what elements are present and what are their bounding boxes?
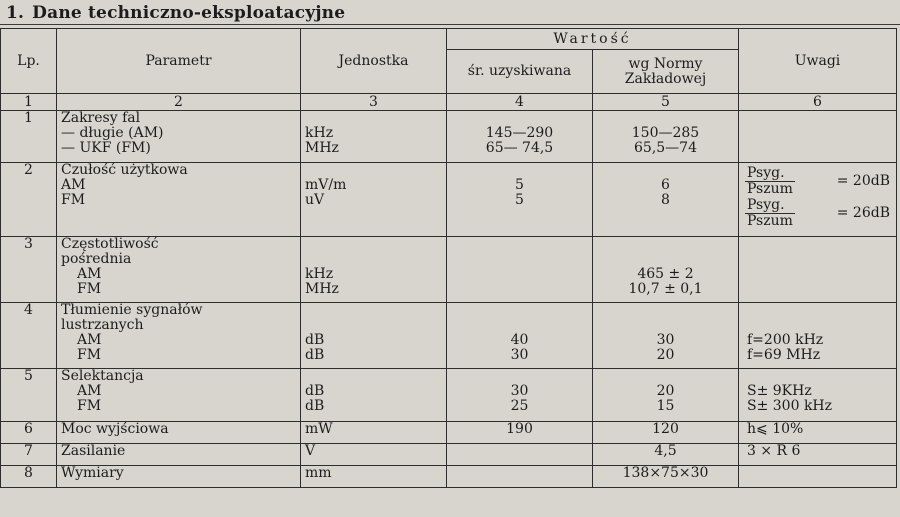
snr-fraction (745, 166, 795, 197)
header-norma-line2: Zakładowej (624, 70, 707, 87)
column-index: 6 (739, 94, 897, 111)
param-line: AM (61, 177, 86, 193)
value-line: 30 (510, 383, 529, 399)
row-norma (593, 237, 739, 303)
column-index: 3 (301, 94, 447, 111)
param-line: Zakresy fal (61, 110, 141, 126)
unit-line: MHz (305, 281, 339, 297)
snr-value: = 26dB (836, 204, 890, 221)
row-unit (301, 369, 447, 422)
row-unit (301, 163, 447, 237)
table-row (1, 444, 897, 466)
row-unit (301, 111, 447, 163)
column-index: 1 (1, 94, 57, 111)
snr-value: = 20dB (836, 172, 890, 189)
heading-rule (0, 24, 900, 25)
row-lp (1, 237, 57, 303)
table-row (1, 303, 897, 369)
value-line: 15 (656, 398, 675, 414)
value-line: 40 (510, 332, 529, 348)
unit-line: dB (305, 347, 325, 363)
header-parametr: Parametr (57, 29, 301, 94)
header-uwagi: Uwagi (739, 29, 897, 94)
snr-fraction (745, 198, 795, 229)
value-line (597, 318, 734, 333)
header-norma (593, 50, 739, 94)
param-line: Selektancja (61, 368, 144, 384)
row-lp: 8 (1, 466, 57, 488)
unit-line: dB (305, 332, 325, 348)
lp-value: 4 (24, 302, 33, 318)
fraction-denominator: Pszum (747, 180, 793, 197)
row-unit (301, 303, 447, 369)
lp-value: 3 (24, 236, 33, 252)
row-param (57, 369, 301, 422)
value-line: 5 (515, 192, 524, 208)
value-line (597, 111, 734, 126)
unit-line (305, 252, 442, 267)
table-row (1, 237, 897, 303)
table-row (1, 422, 897, 444)
note-line: f=200 kHz (747, 332, 824, 348)
row-norma: 120 (593, 422, 739, 444)
row-sr: 190 (447, 422, 593, 444)
value-line: 30 (510, 347, 529, 363)
value-line: 30 (656, 332, 675, 348)
row-param: Zasilanie (57, 444, 301, 466)
fraction-denominator: Pszum (747, 212, 793, 229)
value-line: 25 (510, 398, 529, 414)
param-line: FM (61, 192, 86, 208)
unit-line (305, 237, 442, 252)
value-line (451, 369, 588, 384)
unit-line (305, 318, 442, 333)
table-row (1, 466, 897, 488)
note-line: f=69 MHz (747, 347, 821, 363)
row-norma: 4,5 (593, 444, 739, 466)
value-line: 5 (515, 177, 524, 193)
row-param: Wymiary (57, 466, 301, 488)
row-uwagi: h⩽ 10% (739, 422, 897, 444)
param-line: Czułość użytkowa (61, 162, 188, 178)
header-wartosc: Wartość (447, 29, 739, 50)
row-param (57, 163, 301, 237)
value-line: 20 (656, 383, 675, 399)
row-norma (593, 369, 739, 422)
row-param (57, 111, 301, 163)
column-index-row (1, 94, 897, 111)
row-uwagi (739, 303, 897, 369)
column-index: 5 (593, 94, 739, 111)
value-line: 150—285 (631, 125, 700, 141)
value-line (597, 163, 734, 178)
header-lp: Lp. (1, 29, 57, 94)
row-uwagi (739, 237, 897, 303)
row-uwagi (739, 466, 897, 488)
value-line (451, 318, 588, 333)
value-line (597, 303, 734, 318)
note-line (747, 369, 892, 384)
param-line: lustrzanych (61, 317, 144, 333)
lp-value: 1 (24, 110, 33, 126)
row-sr (447, 303, 593, 369)
param-line: FM (77, 398, 102, 414)
unit-line (305, 303, 442, 318)
row-lp: 7 (1, 444, 57, 466)
param-line: — UKF (FM) (61, 140, 151, 156)
row-unit (301, 237, 447, 303)
row-sr (447, 466, 593, 488)
value-line (451, 111, 588, 126)
row-unit: V (301, 444, 447, 466)
lp-value: 2 (24, 162, 33, 178)
row-norma (593, 111, 739, 163)
row-unit: mm (301, 466, 447, 488)
value-line (597, 252, 734, 267)
note-line (747, 318, 892, 333)
value-line: 20 (656, 347, 675, 363)
header-row (1, 29, 897, 50)
row-uwagi (739, 163, 897, 237)
section-number: 1. (6, 3, 25, 23)
param-line: AM (77, 383, 102, 399)
row-param (57, 303, 301, 369)
row-lp (1, 369, 57, 422)
value-line: 10,7 ± 0,1 (628, 281, 703, 297)
row-norma (593, 303, 739, 369)
column-index: 2 (57, 94, 301, 111)
value-line (597, 369, 734, 384)
param-line: FM (77, 281, 102, 297)
row-sr (447, 369, 593, 422)
row-lp (1, 163, 57, 237)
row-lp (1, 303, 57, 369)
param-line: Tłumienie sygnałów (61, 302, 203, 318)
unit-line (305, 163, 442, 178)
row-sr (447, 163, 593, 237)
header-norma-line1: wg Normy (628, 55, 703, 72)
row-param (57, 237, 301, 303)
row-uwagi (739, 369, 897, 422)
snr-formula-am (745, 165, 890, 197)
table-row (1, 369, 897, 422)
unit-line (305, 111, 442, 126)
param-line: pośrednia (61, 251, 132, 267)
unit-line: dB (305, 398, 325, 414)
value-line: 65— 74,5 (485, 140, 554, 156)
row-sr (447, 111, 593, 163)
unit-line: uV (305, 192, 325, 208)
value-line: 6 (661, 177, 670, 193)
section-title: Dane techniczno-eksploatacyjne (32, 3, 346, 23)
unit-line (305, 369, 442, 384)
unit-line: MHz (305, 140, 339, 156)
row-param: Moc wyjściowa (57, 422, 301, 444)
table-row (1, 111, 897, 163)
value-line: 145—290 (485, 125, 554, 141)
column-index: 4 (447, 94, 593, 111)
value-line: 8 (661, 192, 670, 208)
row-lp: 6 (1, 422, 57, 444)
param-line: FM (77, 347, 102, 363)
table-row (1, 163, 897, 237)
value-line (451, 163, 588, 178)
unit-line: dB (305, 383, 325, 399)
lp-value: 5 (24, 368, 33, 384)
header-sr: śr. uzyskiwana (447, 50, 593, 94)
param-line: AM (77, 266, 102, 282)
unit-line: kHz (305, 266, 334, 282)
snr-formula-fm (745, 197, 890, 229)
row-lp (1, 111, 57, 163)
param-line: AM (77, 332, 102, 348)
section-heading (6, 3, 345, 23)
header-jednostka: Jednostka (301, 29, 447, 94)
param-line: — długie (AM) (61, 125, 164, 141)
note-line (747, 303, 892, 318)
row-sr (447, 444, 593, 466)
fraction-numerator: Psyg. (745, 198, 795, 214)
note-line: S± 9KHz (747, 383, 812, 399)
specs-table (0, 28, 897, 488)
row-norma (593, 163, 739, 237)
row-sr (447, 237, 593, 303)
unit-line: kHz (305, 125, 334, 141)
value-line: 65,5—74 (634, 140, 697, 156)
row-unit: mW (301, 422, 447, 444)
note-line: S± 300 kHz (747, 398, 833, 414)
fraction-numerator: Psyg. (745, 166, 795, 182)
param-line: Częstotliwość (61, 236, 159, 252)
unit-line: mV/m (305, 177, 347, 193)
value-line: 465 ± 2 (637, 266, 694, 282)
row-uwagi (739, 111, 897, 163)
row-norma: 138×75×30 (593, 466, 739, 488)
value-line (451, 303, 588, 318)
row-uwagi: 3 × R 6 (739, 444, 897, 466)
value-line (597, 237, 734, 252)
